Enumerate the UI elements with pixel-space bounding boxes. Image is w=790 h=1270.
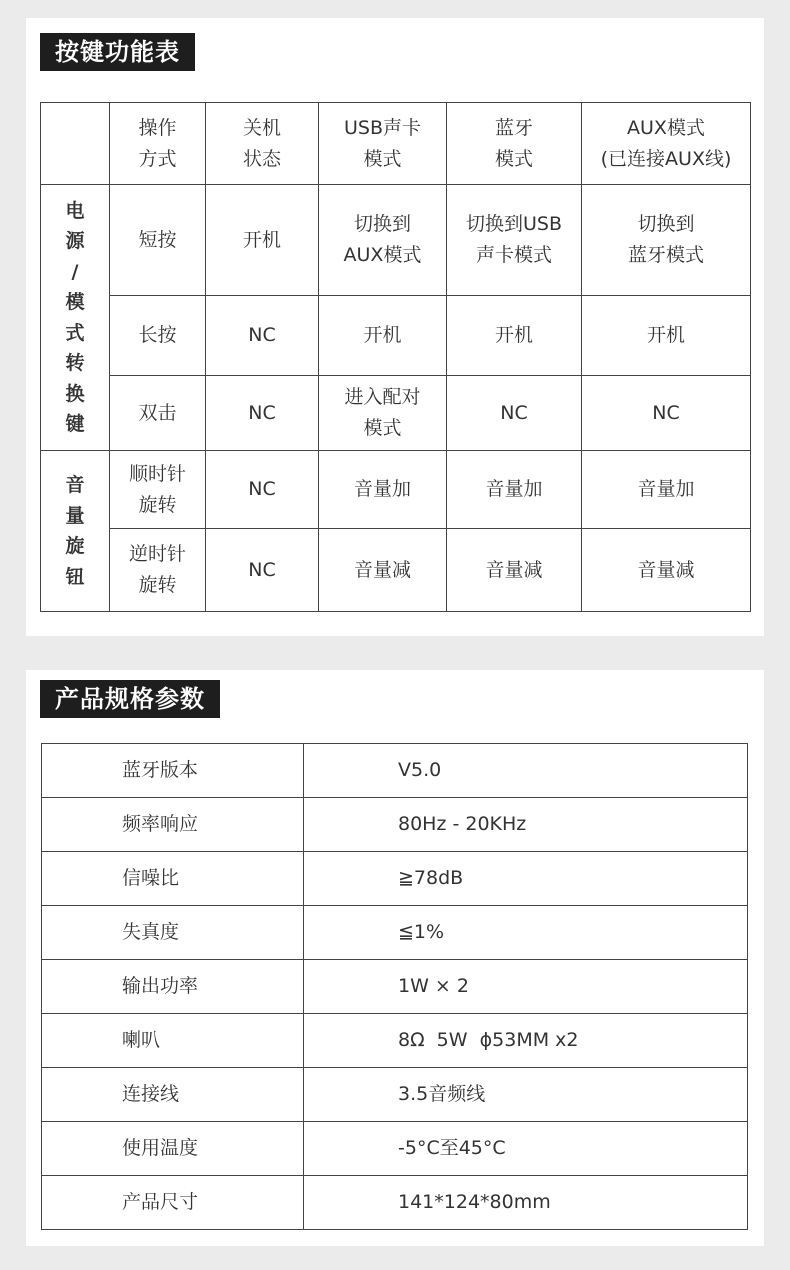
corner-cell [41,103,110,185]
action-cell: 短按 [110,185,206,296]
spec-row [42,1122,748,1176]
table-row [41,296,751,376]
spec-key: 使用温度 [42,1122,304,1176]
spec-value: 80Hz - 20KHz [304,798,748,852]
spec-row [42,960,748,1014]
header-cell: USB声卡 模式 [319,103,447,185]
spec-row [42,1176,748,1230]
spec-row [42,1068,748,1122]
table-cell: 开机 [319,296,447,376]
spec-value: 8Ω 5W ϕ53MM x2 [304,1014,748,1068]
action-cell: 双击 [110,376,206,451]
header-cell: 蓝牙 模式 [447,103,582,185]
table-cell: 开机 [447,296,582,376]
header-cell: 操作 方式 [110,103,206,185]
spec-key: 喇叭 [42,1014,304,1068]
spec-key: 失真度 [42,906,304,960]
table-row [41,451,751,529]
table-cell: 音量减 [447,529,582,612]
key-function-table [40,102,751,612]
table-cell: NC [206,376,319,451]
table-cell: 切换到USB 声卡模式 [447,185,582,296]
key-function-title: 按键功能表 [40,33,195,71]
action-cell: 长按 [110,296,206,376]
table-cell: NC [206,296,319,376]
spec-value: ≧78dB [304,852,748,906]
spec-value: ≦1% [304,906,748,960]
key-function-card [26,18,764,636]
table-cell: 进入配对 模式 [319,376,447,451]
table-row [41,529,751,612]
header-row [41,103,751,185]
spec-key: 蓝牙版本 [42,744,304,798]
table-cell: NC [206,451,319,529]
spec-table [41,743,748,1230]
spec-key: 输出功率 [42,960,304,1014]
table-cell: 开机 [582,296,751,376]
table-cell: 音量减 [319,529,447,612]
table-cell: 音量加 [319,451,447,529]
table-row [41,376,751,451]
spec-value: 141*124*80mm [304,1176,748,1230]
header-cell: AUX模式 (已连接AUX线) [582,103,751,185]
table-cell: 音量加 [447,451,582,529]
header-cell: 关机 状态 [206,103,319,185]
spec-key: 频率响应 [42,798,304,852]
spec-value: 3.5音频线 [304,1068,748,1122]
group-label-power-mode: 电 源 / 模 式 转 换 键 [41,185,110,451]
table-cell: 切换到 AUX模式 [319,185,447,296]
spec-key: 信噪比 [42,852,304,906]
group-label-volume-knob: 音 量 旋 钮 [41,451,110,612]
table-cell: 音量加 [582,451,751,529]
action-cell: 逆时针 旋转 [110,529,206,612]
table-cell: 切换到 蓝牙模式 [582,185,751,296]
spec-row [42,798,748,852]
action-cell: 顺时针 旋转 [110,451,206,529]
spec-key: 连接线 [42,1068,304,1122]
table-cell: NC [582,376,751,451]
table-row [41,185,751,296]
spec-row [42,1014,748,1068]
table-cell: 开机 [206,185,319,296]
table-cell: NC [206,529,319,612]
spec-row [42,744,748,798]
table-cell: NC [447,376,582,451]
spec-card [26,670,764,1246]
spec-row [42,906,748,960]
spec-title: 产品规格参数 [40,680,220,718]
spec-value: -5°C至45°C [304,1122,748,1176]
spec-row [42,852,748,906]
spec-key: 产品尺寸 [42,1176,304,1230]
spec-value: V5.0 [304,744,748,798]
table-cell: 音量减 [582,529,751,612]
spec-value: 1W × 2 [304,960,748,1014]
